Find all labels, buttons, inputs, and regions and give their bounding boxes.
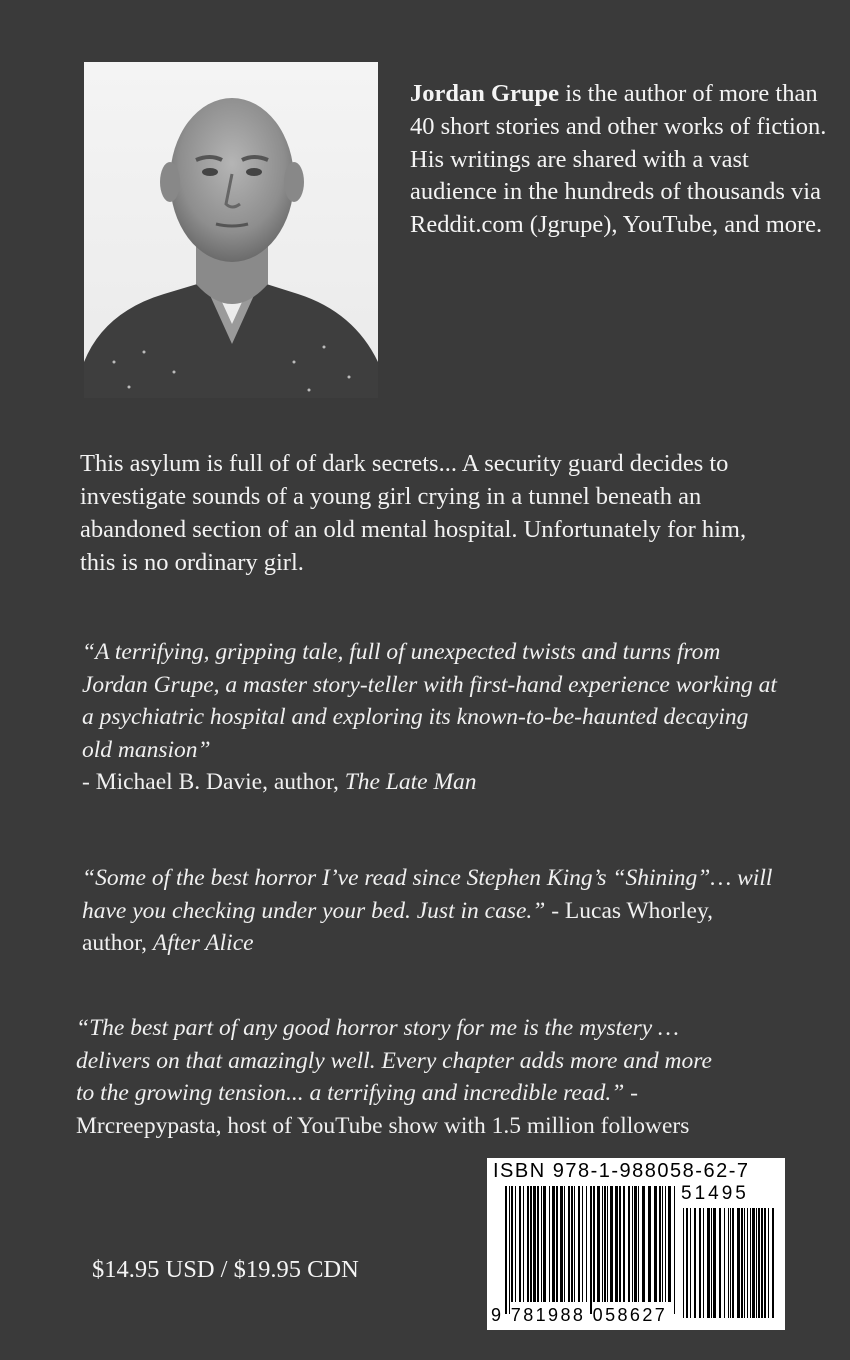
- barcode-bar: [604, 1186, 606, 1302]
- barcode-bar: [602, 1186, 603, 1302]
- barcode-bar: [586, 1186, 587, 1302]
- barcode-bar: [686, 1208, 688, 1318]
- review-quote-text: “Some of the best horror I’ve read since Stephen King’s “Shining”… will have you checking under your bed. Just in case.”: [82, 865, 773, 924]
- author-bio: [410, 78, 830, 242]
- barcode-bar: [694, 1208, 696, 1318]
- barcode-bar: [549, 1186, 550, 1302]
- barcode-bar: [543, 1186, 546, 1302]
- barcode-addon-number: 51495: [681, 1183, 749, 1204]
- barcode-bar: [659, 1186, 661, 1302]
- barcode-bar: [619, 1186, 621, 1302]
- barcode-bar: [564, 1186, 565, 1302]
- barcode-bar: [533, 1186, 536, 1302]
- barcode-bar: [707, 1208, 710, 1318]
- barcode-bar: [747, 1208, 748, 1318]
- barcode-bar: [638, 1186, 639, 1302]
- barcode-bar: [683, 1208, 684, 1318]
- author-name: Jordan Grupe: [410, 80, 560, 107]
- barcode-bar: [668, 1186, 671, 1302]
- barcode-bar: [756, 1208, 757, 1318]
- barcode-bar: [515, 1186, 516, 1302]
- barcode-bar: [744, 1208, 745, 1318]
- barcode-bar: [724, 1208, 725, 1318]
- barcode-bar: [578, 1186, 580, 1302]
- barcode-bar: [737, 1208, 740, 1318]
- barcode-bar: [713, 1208, 716, 1318]
- review-quote-text: “A terrifying, gripping tale, full of unexpected twists and turns from Jordan Grupe, a master story-teller with first-hand experience working at a psychiatric hospital and exploring its known-to-be-haunted decaying old mansion”: [82, 639, 777, 763]
- barcode-bar: [728, 1208, 729, 1318]
- barcode-bar: [541, 1186, 542, 1302]
- barcode-bar: [505, 1186, 507, 1314]
- author-portrait-image: [84, 62, 378, 398]
- barcode-bar: [768, 1208, 769, 1318]
- barcode-bar: [752, 1208, 755, 1318]
- isbn-barcode: [487, 1158, 785, 1330]
- barcode-bar: [511, 1186, 513, 1302]
- barcode-bar: [648, 1186, 651, 1302]
- barcode-bar: [523, 1186, 524, 1302]
- barcode-bar: [574, 1186, 575, 1302]
- barcode-bar: [632, 1186, 633, 1302]
- barcode-bar: [634, 1186, 637, 1302]
- barcode-bar: [772, 1208, 774, 1318]
- review-work-title: The Late Man: [344, 769, 477, 795]
- price-label: $14.95 USD / $19.95 CDN: [92, 1256, 359, 1283]
- barcode-bar: [571, 1186, 573, 1302]
- barcode-bar: [509, 1186, 510, 1314]
- review-work-title: After Alice: [152, 930, 254, 956]
- author-bio-text: is the author of more than 40 short stories and other works of fiction. His writings are shared with a vast audience in the hundreds of thousands via Reddit.com (Jgrupe), YouTube, and more.: [410, 80, 827, 239]
- barcode-bar: [615, 1186, 618, 1302]
- review-quote-text: “The best part of any good horror story for me is the mystery … delivers on that amazingly well. Every chapter adds more and more to the growing tension... a terrifying and incredible read.”: [76, 1015, 712, 1106]
- barcode-bar: [628, 1186, 630, 1302]
- barcode-bar: [665, 1186, 666, 1302]
- barcode-bar: [699, 1208, 701, 1318]
- barcode-bar: [607, 1186, 608, 1302]
- barcode-bar: [610, 1186, 613, 1302]
- barcode-bar: [662, 1186, 663, 1302]
- barcode-bar: [597, 1186, 600, 1302]
- barcode-bar: [556, 1186, 558, 1302]
- barcode-bar: [642, 1186, 645, 1302]
- barcode-bar: [690, 1208, 691, 1318]
- barcode-bar: [552, 1186, 555, 1302]
- book-blurb: This asylum is full of of dark secrets... A security guard decides to investigate sounds of a young girl crying in a tunnel beneath an abandoned section of an old mental hospital. Unfortunately for him, this is no ordinary girl.: [80, 450, 747, 576]
- ean-number: 9 781988 058627: [491, 1305, 668, 1325]
- barcode-bar: [711, 1208, 712, 1318]
- barcode-bar: [703, 1208, 704, 1318]
- barcode-bar: [674, 1186, 675, 1314]
- review-attribution: - Mrcreepypasta, host of YouTube show with 1.5 million followers: [76, 1080, 690, 1139]
- barcode-bar: [758, 1208, 760, 1318]
- review-quote-3: [76, 1012, 716, 1142]
- barcode-bar: [741, 1208, 743, 1318]
- review-attribution: - Lucas Whorley, author,: [82, 897, 714, 956]
- barcode-bar: [568, 1186, 570, 1302]
- barcode-bar: [750, 1208, 751, 1318]
- review-attribution: - Michael B. Davie, author,: [82, 769, 345, 795]
- barcode-bar: [593, 1186, 595, 1302]
- review-quote-2: [82, 862, 782, 960]
- barcode-bar: [732, 1208, 734, 1318]
- barcode-bar: [519, 1186, 521, 1302]
- barcode-bar: [761, 1208, 763, 1318]
- barcode-bar: [623, 1186, 625, 1302]
- barcode-bar: [764, 1208, 766, 1318]
- barcode-bar: [582, 1186, 583, 1302]
- author-photo: [84, 62, 378, 398]
- barcode-bar: [560, 1186, 563, 1302]
- barcode-bar: [719, 1208, 721, 1318]
- barcode-bar: [590, 1186, 592, 1314]
- review-quote-1: [82, 636, 782, 799]
- barcode-bar: [654, 1186, 657, 1302]
- barcode-bar: [730, 1208, 731, 1318]
- barcode-bar: [530, 1186, 532, 1302]
- barcode-bar: [527, 1186, 529, 1302]
- isbn-label: ISBN 978-1-988058-62-7: [493, 1160, 750, 1182]
- barcode-bar: [537, 1186, 539, 1302]
